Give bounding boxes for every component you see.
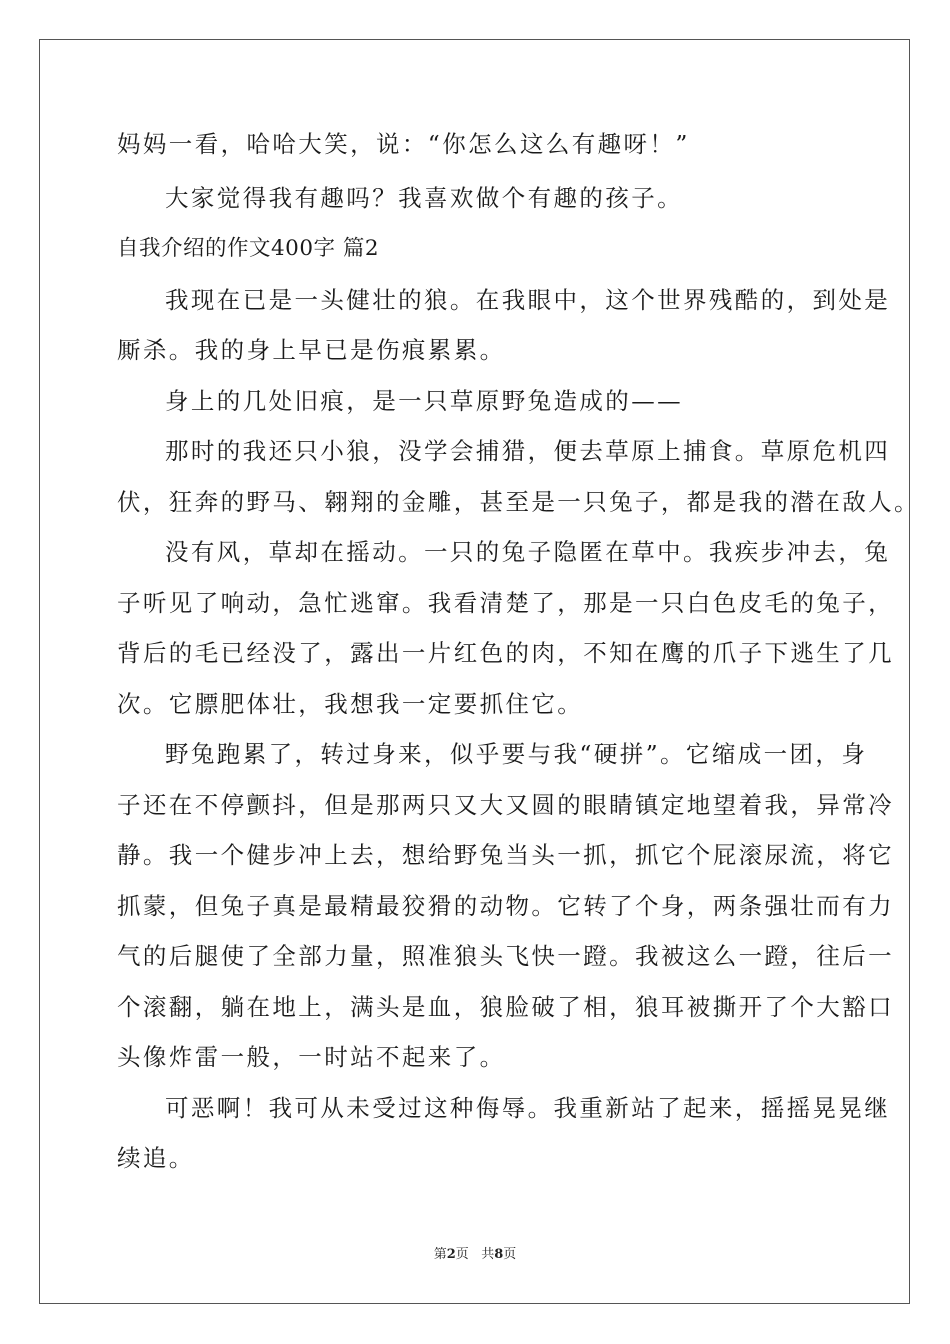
- text-line: 伏，狂奔的野马、翱翔的金雕，甚至是一只兔子，都是我的潜在敌人。: [117, 488, 920, 516]
- text-line: 抓蒙，但兔子真是最精最狡猾的动物。它转了个身，两条强壮而有力: [117, 892, 894, 920]
- text-line: 次。它膘肥体壮，我想我一定要抓住它。: [117, 690, 584, 718]
- text-line: 续追。: [117, 1144, 195, 1172]
- total-prefix: 共: [481, 1247, 495, 1262]
- text-line: 野兔跑累了，转过身来，似乎要与我“硬拼”。它缩成一团，身: [165, 740, 868, 768]
- text-line: 背后的毛已经没了，露出一片红色的肉，不知在鹰的爪子下逃生了几: [117, 639, 894, 667]
- text-line: 个滚翻，躺在地上，满头是血，狼脸破了相，狼耳被撕开了个大豁口: [117, 993, 894, 1021]
- text-line: 妈妈一看，哈哈大笑，说：“你怎么这么有趣呀！”: [117, 130, 690, 158]
- page-footer: [0, 1246, 950, 1264]
- text-line: 可恶啊！我可从未受过这种侮辱。我重新站了起来，摇摇晃晃继: [165, 1094, 891, 1122]
- text-line: 没有风，草却在摇动。一只的兔子隐匿在草中。我疾步冲去，兔: [165, 538, 891, 566]
- text-line: 气的后腿使了全部力量，照准狼头飞快一蹬。我被这么一蹬，往后一: [117, 942, 894, 970]
- text-line: 厮杀。我的身上早已是伤痕累累。: [117, 336, 506, 364]
- page-suffix: 页: [455, 1247, 469, 1262]
- page-number: 2: [446, 1247, 456, 1262]
- section-heading: 自我介绍的作文400字 篇2: [117, 236, 380, 261]
- text-line: 我现在已是一头健壮的狼。在我眼中，这个世界残酷的，到处是: [165, 286, 891, 314]
- text-line: 身上的几处旧痕，是一只草原野兔造成的——: [165, 387, 683, 415]
- text-line: 头像炸雷一般，一时站不起来了。: [117, 1043, 506, 1071]
- text-line: 子听见了响动，急忙逃窜。我看清楚了，那是一只白色皮毛的兔子，: [117, 589, 894, 617]
- text-line: 那时的我还只小狼，没学会捕猎，便去草原上捕食。草原危机四: [165, 437, 891, 465]
- text-line: 静。我一个健步冲上去，想给野兔当头一抓，抓它个屁滚尿流，将它: [117, 841, 894, 869]
- total-suffix: 页: [503, 1247, 517, 1262]
- text-line: 子还在不停颤抖，但是那两只又大又圆的眼睛镇定地望着我，异常冷: [117, 791, 894, 819]
- page-prefix: 第: [433, 1247, 447, 1262]
- total-pages: 8: [494, 1247, 504, 1262]
- text-line: 大家觉得我有趣吗？我喜欢做个有趣的孩子。: [165, 184, 683, 212]
